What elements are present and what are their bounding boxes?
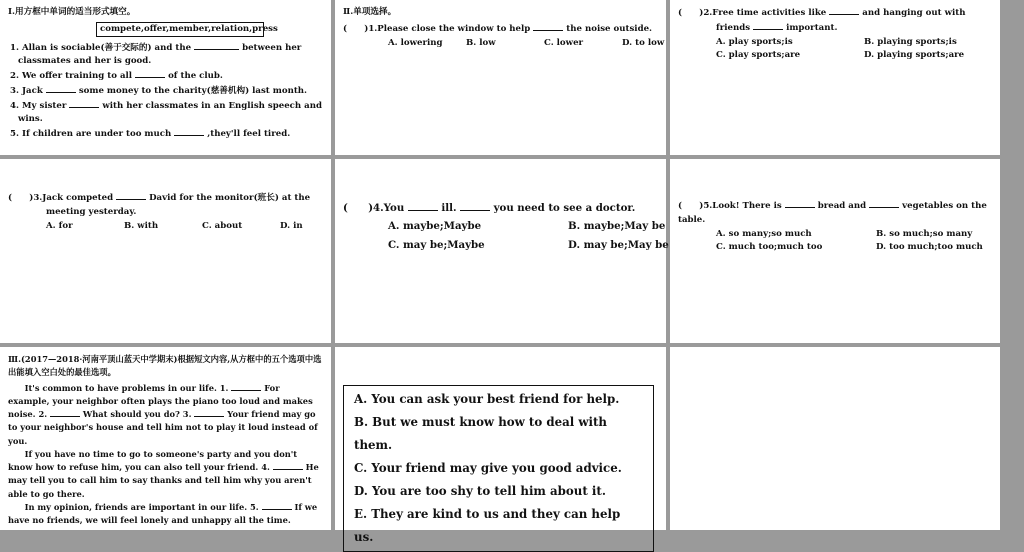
panel-choice-q5 [670,159,1000,343]
fill-item-5: 5. If children are under too much ,they'll feel tired. [10,129,291,140]
question-3: ( )3.Jack competed David for the monitor(班长) at the meeting yesterday. [8,193,311,217]
option-b[interactable]: B. low [466,37,496,48]
panel-options-box [335,347,666,544]
answer-blank[interactable] [50,408,80,417]
question-5-options-row-1 [678,228,992,242]
answer-blank[interactable] [829,6,859,15]
option-d: D. You are too shy to tell him about it. [354,484,606,498]
option-b[interactable]: B. maybe;May be [568,220,666,233]
question-5-options-row-2 [678,241,992,255]
answer-options-box [343,385,654,552]
option-a[interactable]: A. maybe;Maybe [388,220,482,233]
option-d[interactable]: D. playing sports;are [864,50,965,61]
option-a[interactable]: A. for [46,220,73,231]
option-c[interactable]: C. much too;much too [716,242,823,253]
fill-item-4: 4. My sister with her classmates in an English speech and wins. [10,100,322,125]
fill-item-1: 1. Allan is sociable(善于交际的) and the between her classmates and her is good. [10,42,302,67]
option-d[interactable]: D. may be;May be [568,238,669,251]
option-e: E. They are kind to us and they can help us. [354,507,621,544]
option-d[interactable]: D. to low [622,37,665,48]
option-c: C. Your friend may give you good advice. [354,461,622,475]
panel-reading-passage [0,347,331,530]
option-b: B. But we must know how to deal with them. [354,415,607,452]
option-a[interactable]: A. play sports;is [716,36,793,47]
word-box: compete,offer,member,relation,press [96,22,264,37]
answer-blank[interactable] [785,199,815,208]
option-c[interactable]: C. play sports;are [716,50,801,61]
answer-blank[interactable] [460,202,490,211]
option-c[interactable]: C. lower [544,37,584,48]
answer-blank[interactable] [408,202,438,211]
fill-item-3: 3. Jack some money to the charity(慈善机构) last month. [10,85,308,96]
question-2-options-row-2 [678,49,992,63]
option-a: A. You can ask your best friend for help. [354,392,620,406]
option-c[interactable]: C. about [202,220,243,231]
option-a[interactable]: A. lowering [388,37,443,48]
option-d[interactable]: D. in [280,220,303,231]
section2-heading: Ⅱ.单项选择。 [343,7,397,17]
question-4-options-row-2 [343,236,669,254]
answer-blank[interactable] [753,21,783,30]
panel-empty [670,347,1000,530]
answer-blank[interactable] [273,461,303,470]
answer-blank[interactable] [533,22,563,31]
question-3-options [8,220,323,234]
fill-item-2: 2. We offer training to all of the club. [10,71,223,82]
panel-choice-q1 [335,0,666,155]
passage-paragraph-3: In my opinion, friends are important in our life. 5. If we have no friends, we will feel lonely and unhappy all the time. [8,501,318,526]
panel-word-fill [0,0,331,155]
answer-blank[interactable] [262,501,292,510]
question-5: ( )5.Look! There is bread and vegetables on the table. [678,201,987,225]
question-1: ( )1.Please close the window to help the noise outside. [343,23,653,34]
question-4-options-row-1 [343,217,666,235]
section1-heading: Ⅰ.用方框中单词的适当形式填空。 [8,7,136,17]
option-c[interactable]: C. may be;Maybe [388,238,485,251]
answer-blank[interactable] [135,69,165,78]
question-1-options [343,37,665,51]
option-d[interactable]: D. too much;too much [876,242,983,253]
section3-heading: Ⅲ.(2017—2018·河南平顶山蓝天中学期末)根据短文内容,从方框中的五个选项中选出能填入空白处的最佳选项。 [8,354,322,378]
answer-blank[interactable] [194,41,239,50]
option-b[interactable]: B. so much;so many [876,228,973,239]
panel-choice-q3 [0,159,331,343]
question-2-options-row-1 [678,36,992,50]
answer-blank[interactable] [231,382,261,391]
question-2: ( )2.Free time activities like and hanging out with friends important. [678,8,966,33]
panel-choice-q2 [670,0,1000,155]
answer-blank[interactable] [46,84,76,93]
answer-blank[interactable] [174,127,204,136]
answer-blank[interactable] [116,191,146,200]
passage-paragraph-1: It's common to have problems in our life. 1. For example, your neighbor often plays the piano too loud and makes noise. 2. What should you do? 3. Your friend may go to your neighbor's house and tell him not to play it loud instead of you. [8,382,318,446]
option-b[interactable]: B. playing sports;is [864,36,957,47]
option-a[interactable]: A. so many;so much [716,228,812,239]
passage-paragraph-2: If you have no time to go to someone's party and you don't know how to refuse him, you can also tell your friend. 4. He may tell you to call him to say thanks and tell him why you aren't able to go there. [8,448,319,499]
answer-blank[interactable] [69,99,99,108]
answer-blank[interactable] [194,408,224,417]
question-4: ( )4.You ill. you need to see a doctor. [343,202,636,214]
panel-choice-q4 [335,159,669,343]
answer-blank[interactable] [869,199,899,208]
option-b[interactable]: B. with [124,220,159,231]
